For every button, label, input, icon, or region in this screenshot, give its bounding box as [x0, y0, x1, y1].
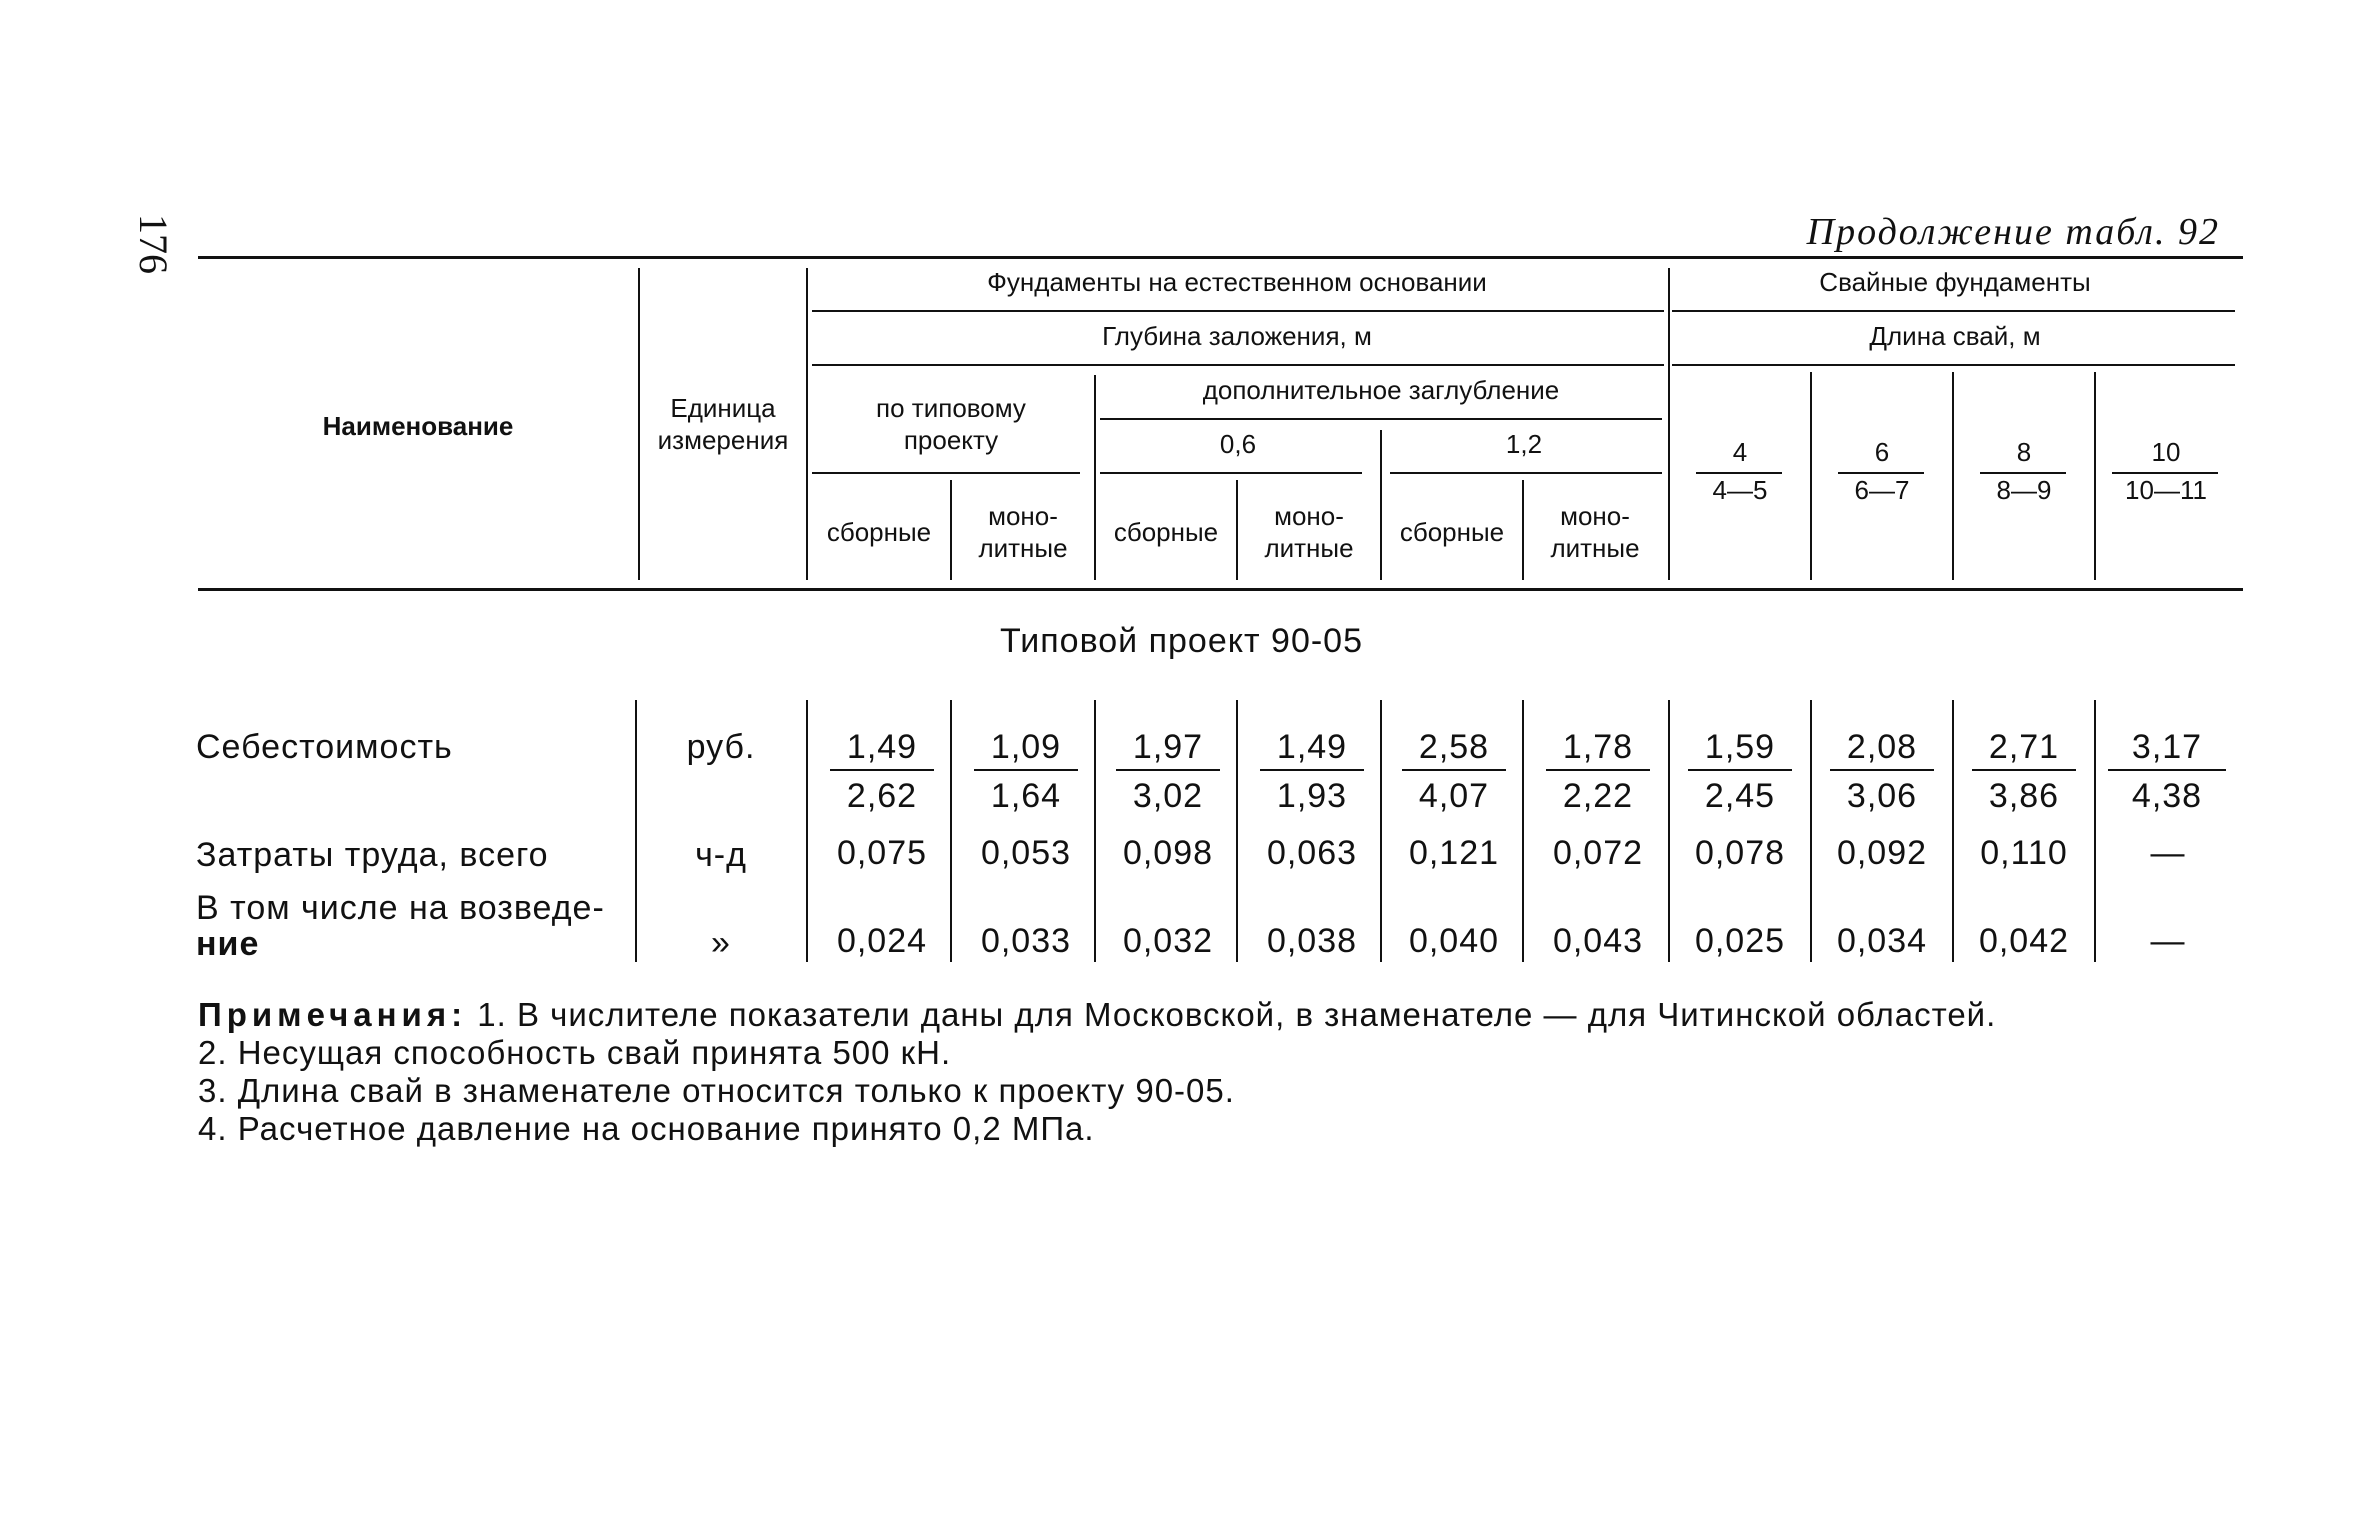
cost-numerator: 2,58 — [1402, 728, 1506, 771]
col-header-mono-line2: литные — [1264, 533, 1354, 563]
row-label-erection-line2: ние — [196, 925, 260, 963]
row-label-labor: Затраты труда, всего — [196, 836, 549, 874]
body-divider — [1810, 700, 1812, 962]
note-item: 2. Несущая способность свай принята 500 кН. — [198, 1034, 952, 1071]
cost-cell — [974, 728, 1078, 816]
labor-cell: — — [2150, 834, 2186, 872]
header-subrule — [1100, 472, 1362, 474]
col-header-unit — [640, 392, 806, 456]
cost-denominator: 3,06 — [1846, 777, 1918, 815]
labor-cell: 0,098 — [1122, 834, 1214, 872]
body-divider — [1952, 700, 1954, 962]
cost-cell — [1402, 728, 1506, 816]
cost-denominator: 3,86 — [1988, 777, 2060, 815]
col-header-prefab: сборные — [1399, 517, 1505, 547]
cost-denominator: 4,07 — [1418, 777, 1490, 815]
col-header-name: Наименование — [322, 411, 514, 441]
erection-cell: 0,043 — [1552, 922, 1644, 960]
col-header-mono-line2: литные — [978, 533, 1068, 563]
erection-cell: 0,034 — [1836, 922, 1928, 960]
cost-numerator: 2,71 — [1972, 728, 2076, 771]
col-header-depth-06: 0,6 — [1219, 429, 1257, 459]
cost-numerator: 2,08 — [1830, 728, 1934, 771]
col-header-depth: Глубина заложения, м — [1102, 321, 1372, 351]
cost-numerator: 1,49 — [830, 728, 934, 771]
pile-length-denominator: 10—11 — [2125, 475, 2207, 505]
col-header-pile-6 — [1812, 436, 1952, 506]
col-header-mono-line2: литные — [1550, 533, 1640, 563]
row-unit-cost: руб. — [686, 728, 756, 766]
body-divider — [806, 700, 808, 962]
labor-cell: 0,121 — [1408, 834, 1500, 872]
col-header-prefab: сборные — [826, 517, 932, 547]
col-header-mono — [1524, 500, 1666, 564]
cost-numerator: 3,17 — [2108, 728, 2226, 771]
col-header-mono-line1: моно- — [988, 501, 1058, 531]
cost-cell — [1260, 728, 1364, 816]
cost-denominator: 3,02 — [1132, 777, 1204, 815]
cost-cell — [1116, 728, 1220, 816]
col-header-mono-line1: моно- — [1560, 501, 1630, 531]
pile-length-denominator: 4—5 — [1712, 475, 1768, 505]
cost-numerator: 1,78 — [1546, 728, 1650, 771]
cost-cell — [1688, 728, 1792, 816]
header-subrule — [1672, 364, 2235, 366]
col-header-typical-line2: проекту — [903, 425, 999, 455]
header-subrule — [812, 472, 1080, 474]
cost-numerator: 1,49 — [1260, 728, 1364, 771]
notes-label: Примечания: — [198, 996, 468, 1033]
labor-cell: 0,063 — [1266, 834, 1358, 872]
section-title: Типовой проект 90-05 — [1000, 622, 1363, 660]
labor-cell: 0,110 — [1980, 834, 2068, 872]
erection-cell: 0,024 — [836, 922, 928, 960]
note-item: 4. Расчетное давление на основание принято 0,2 МПа. — [198, 1110, 1095, 1147]
erection-cell: 0,025 — [1694, 922, 1786, 960]
labor-cell: 0,075 — [836, 834, 928, 872]
cost-numerator: 1,09 — [974, 728, 1078, 771]
cost-cell — [1830, 728, 1934, 816]
row-label-erection — [196, 890, 605, 962]
labor-cell: 0,078 — [1694, 834, 1786, 872]
labor-cell: 0,092 — [1836, 834, 1928, 872]
erection-cell: 0,038 — [1266, 922, 1358, 960]
cost-denominator: 4,38 — [2131, 777, 2203, 815]
header-subrule — [1390, 472, 1662, 474]
cost-denominator: 1,93 — [1276, 777, 1348, 815]
header-subrule — [812, 310, 1664, 312]
header-subrule — [812, 364, 1664, 366]
col-header-extra: дополнительное заглубление — [1202, 375, 1560, 405]
row-unit-labor: ч-д — [695, 836, 747, 874]
row-label-cost: Себестоимость — [196, 728, 453, 766]
header-bottom-rule — [198, 588, 2243, 591]
col-header-typical — [808, 392, 1094, 456]
body-divider — [2094, 700, 2096, 962]
pile-length-numerator: 4 — [1732, 437, 1748, 467]
body-divider — [1094, 700, 1096, 962]
notes — [198, 996, 2248, 1148]
cost-cell — [1972, 728, 2076, 816]
pile-length-denominator: 8—9 — [1996, 475, 2052, 505]
labor-cell: 0,072 — [1552, 834, 1644, 872]
note-item: 3. Длина свай в знаменателе относится только к проекту 90-05. — [198, 1072, 1235, 1109]
page-number: 176 — [131, 214, 176, 274]
cost-cell — [1546, 728, 1650, 816]
col-header-unit-line1: Единица — [670, 393, 776, 423]
header-divider — [1668, 268, 1670, 580]
header-subrule — [1672, 310, 2235, 312]
col-header-typical-line1: по типовому — [876, 393, 1026, 423]
body-divider — [1668, 700, 1670, 962]
col-header-mono-line1: моно- — [1274, 501, 1344, 531]
cost-cell — [830, 728, 934, 816]
cost-denominator: 1,64 — [990, 777, 1062, 815]
col-header-pile-8 — [1954, 436, 2094, 506]
labor-cell: 0,053 — [980, 834, 1072, 872]
pile-length-numerator: 10 — [2151, 437, 2181, 467]
col-header-pile-10 — [2096, 436, 2236, 506]
header-subrule — [1100, 418, 1662, 420]
col-header-depth-12: 1,2 — [1505, 429, 1543, 459]
col-header-natural: Фундаменты на естественном основании — [987, 267, 1487, 297]
col-header-piles: Свайные фундаменты — [1819, 267, 2091, 297]
col-header-pile-length: Длина свай, м — [1869, 321, 2041, 351]
body-divider — [635, 700, 637, 962]
cost-denominator: 2,22 — [1562, 777, 1634, 815]
table-continuation-label: Продолжение табл. 92 — [1806, 211, 2220, 253]
erection-cell: 0,040 — [1408, 922, 1500, 960]
pile-length-numerator: 8 — [2016, 437, 2032, 467]
col-header-unit-line2: измерения — [657, 425, 789, 455]
col-header-mono — [952, 500, 1094, 564]
body-divider — [1380, 700, 1382, 962]
body-divider — [1522, 700, 1524, 962]
body-divider — [950, 700, 952, 962]
erection-cell: 0,032 — [1122, 922, 1214, 960]
cost-denominator: 2,45 — [1704, 777, 1776, 815]
pile-length-denominator: 6—7 — [1854, 475, 1910, 505]
body-divider — [1236, 700, 1238, 962]
erection-cell: — — [2150, 922, 2186, 960]
col-header-pile-4 — [1670, 436, 1810, 506]
row-unit-erection: » — [711, 924, 731, 962]
erection-cell: 0,042 — [1978, 922, 2070, 960]
cost-denominator: 2,62 — [846, 777, 918, 815]
erection-cell: 0,033 — [980, 922, 1072, 960]
table-top-rule — [198, 256, 2243, 259]
col-header-mono — [1238, 500, 1380, 564]
pile-length-numerator: 6 — [1874, 437, 1890, 467]
row-label-erection-line1: В том числе на возведе- — [196, 889, 605, 927]
col-header-prefab: сборные — [1113, 517, 1219, 547]
cost-numerator: 1,97 — [1116, 728, 1220, 771]
note-item — [198, 996, 2248, 1034]
cost-cell — [2108, 728, 2226, 816]
note-text: 1. В числителе показатели даны для Московской, в знаменателе — для Читинской областей. — [477, 996, 1997, 1033]
cost-numerator: 1,59 — [1688, 728, 1792, 771]
